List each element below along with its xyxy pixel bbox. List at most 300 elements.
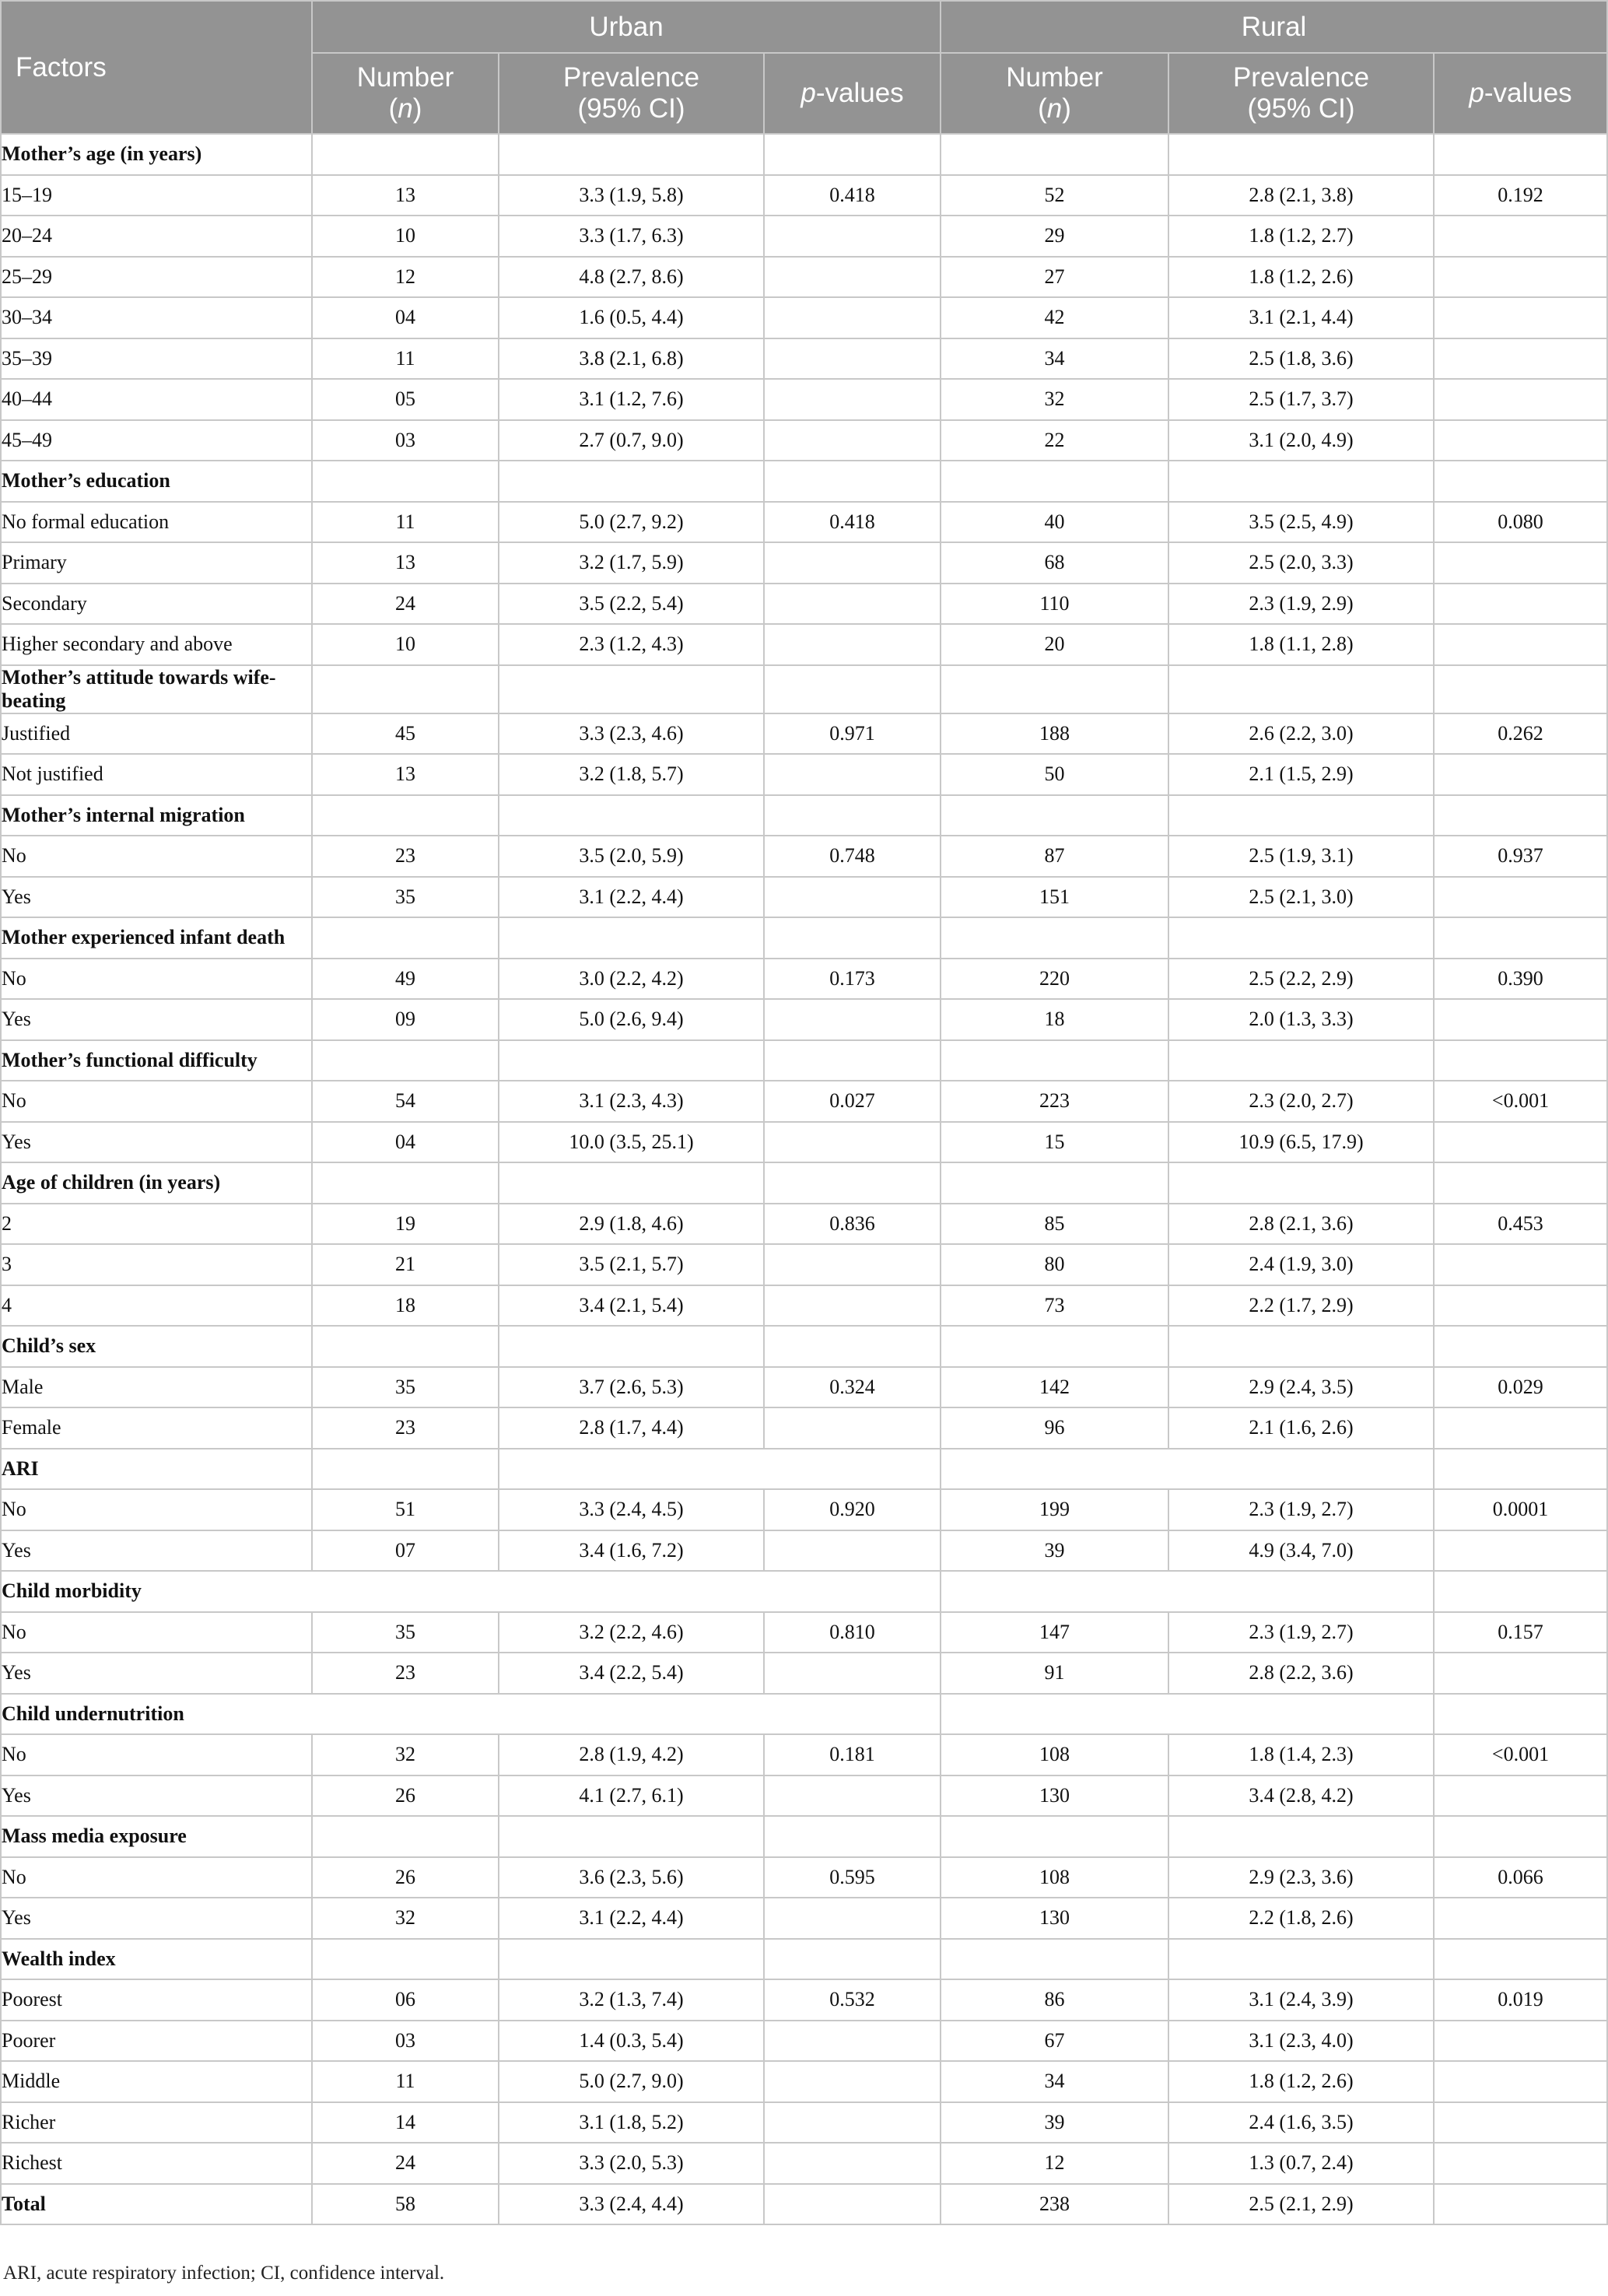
rural-number: 80 [941, 1244, 1168, 1285]
number-label: Number [356, 62, 454, 93]
empty-cell [941, 1326, 1168, 1367]
rural-prevalence: 3.1 (2.4, 3.9) [1168, 1979, 1434, 2021]
table-row [1, 1653, 1607, 1694]
urban-prevalence: 3.3 (2.0, 5.3) [499, 2143, 764, 2184]
empty-cell [941, 1449, 1434, 1490]
urban-p-value [764, 2184, 941, 2225]
empty-cell [764, 917, 941, 959]
rural-prevalence: 3.5 (2.5, 4.9) [1168, 502, 1434, 543]
empty-cell [941, 134, 1168, 175]
empty-cell [1168, 1040, 1434, 1081]
section-header-row [1, 1939, 1607, 1980]
empty-cell [764, 1816, 941, 1857]
rural-number: 96 [941, 1407, 1168, 1449]
factor-label: Not justified [1, 754, 312, 795]
rural-number: 12 [941, 2143, 1168, 2184]
urban-p-value [764, 297, 941, 338]
urban-prevalence: 3.5 (2.2, 5.4) [499, 584, 764, 625]
rural-prevalence: 2.8 (2.2, 3.6) [1168, 1653, 1434, 1694]
rural-number: 151 [941, 877, 1168, 918]
table-row [1, 1979, 1607, 2021]
empty-cell [941, 1162, 1168, 1204]
table-row [1, 584, 1607, 625]
factor-label: Poorer [1, 2021, 312, 2062]
rural-prevalence: 2.3 (2.0, 2.7) [1168, 1081, 1434, 1122]
empty-cell [941, 461, 1168, 502]
urban-number: 11 [312, 502, 499, 543]
urban-prevalence: 2.8 (1.7, 4.4) [499, 1407, 764, 1449]
factor-label: Middle [1, 2061, 312, 2102]
urban-prevalence: 3.7 (2.6, 5.3) [499, 1367, 764, 1408]
table-row [1, 1775, 1607, 1817]
factor-label: Primary [1, 542, 312, 584]
table-body [1, 134, 1607, 2224]
urban-prevalence: 3.3 (1.7, 6.3) [499, 216, 764, 257]
rural-prevalence: 4.9 (3.4, 7.0) [1168, 1530, 1434, 1572]
urban-prevalence: 3.1 (2.2, 4.4) [499, 1898, 764, 1939]
factor-label: 40–44 [1, 379, 312, 420]
urban-prevalence: 3.0 (2.2, 4.2) [499, 959, 764, 1000]
empty-cell [312, 665, 499, 713]
urban-number: 13 [312, 542, 499, 584]
urban-p-value: 0.748 [764, 836, 941, 877]
urban-prevalence: 5.0 (2.7, 9.0) [499, 2061, 764, 2102]
factor-label: Yes [1, 1775, 312, 1817]
urban-header: Urban [312, 1, 941, 53]
urban-p-value [764, 2102, 941, 2144]
urban-number: 07 [312, 1530, 499, 1572]
urban-prevalence: 3.2 (1.7, 5.9) [499, 542, 764, 584]
rural-prevalence: 2.5 (1.9, 3.1) [1168, 836, 1434, 877]
empty-cell [1434, 461, 1607, 502]
rural-prevalence: 2.9 (2.3, 3.6) [1168, 1857, 1434, 1898]
empty-cell [1168, 917, 1434, 959]
urban-number: 19 [312, 1204, 499, 1245]
table-row [1, 1122, 1607, 1163]
urban-number: 11 [312, 2061, 499, 2102]
empty-cell [499, 134, 764, 175]
rural-prevalence: 2.4 (1.9, 3.0) [1168, 1244, 1434, 1285]
rural-pvalue-header [1434, 53, 1607, 134]
ci-label: (95% CI) [1247, 93, 1355, 124]
rural-prevalence-header [1168, 53, 1434, 134]
urban-prevalence: 3.6 (2.3, 5.6) [499, 1857, 764, 1898]
factor-label: Yes [1, 999, 312, 1040]
table-row [1, 754, 1607, 795]
urban-number: 24 [312, 584, 499, 625]
rural-number: 73 [941, 1285, 1168, 1327]
rural-p-value: <0.001 [1434, 1081, 1607, 1122]
rural-number: 87 [941, 836, 1168, 877]
table-header [1, 1, 1607, 134]
urban-number: 51 [312, 1489, 499, 1530]
empty-cell [1434, 1040, 1607, 1081]
urban-prevalence: 3.3 (1.9, 5.8) [499, 175, 764, 216]
rural-p-value [1434, 216, 1607, 257]
rural-number: 20 [941, 624, 1168, 665]
factor-label: 45–49 [1, 420, 312, 461]
empty-cell [312, 1162, 499, 1204]
rural-number: 188 [941, 713, 1168, 755]
empty-cell [941, 665, 1168, 713]
factor-label: 25–29 [1, 257, 312, 298]
urban-number-header: Number (n) [312, 53, 499, 134]
rural-prevalence: 2.5 (2.0, 3.3) [1168, 542, 1434, 584]
urban-prevalence: 5.0 (2.6, 9.4) [499, 999, 764, 1040]
urban-prevalence: 4.1 (2.7, 6.1) [499, 1775, 764, 1817]
urban-p-value [764, 1244, 941, 1285]
section-title: Mother’s education [1, 461, 312, 502]
empty-cell [1168, 1162, 1434, 1204]
urban-prevalence: 3.1 (1.8, 5.2) [499, 2102, 764, 2144]
table-row [1, 1204, 1607, 1245]
rural-number: 68 [941, 542, 1168, 584]
table-row [1, 836, 1607, 877]
factors-header: Factors [1, 1, 312, 134]
urban-p-value: 0.810 [764, 1612, 941, 1653]
empty-cell [1434, 1694, 1607, 1735]
empty-cell [1434, 665, 1607, 713]
urban-p-value: 0.595 [764, 1857, 941, 1898]
table-row [1, 338, 1607, 380]
p-symbol: p [1469, 78, 1484, 108]
factor-label: Justified [1, 713, 312, 755]
factor-label: No [1, 1081, 312, 1122]
empty-cell [1168, 1326, 1434, 1367]
section-header-row [1, 1449, 1607, 1490]
rural-prevalence: 2.3 (1.9, 2.7) [1168, 1612, 1434, 1653]
urban-number: 58 [312, 2184, 499, 2225]
empty-cell [941, 1040, 1168, 1081]
urban-number: 05 [312, 379, 499, 420]
rural-p-value [1434, 1407, 1607, 1449]
empty-cell [312, 1040, 499, 1081]
urban-p-value: 0.836 [764, 1204, 941, 1245]
urban-p-value: 0.418 [764, 502, 941, 543]
section-title: Age of children (in years) [1, 1162, 312, 1204]
empty-cell [764, 1040, 941, 1081]
factor-label: Female [1, 1407, 312, 1449]
prevalence-label: Prevalence [1232, 62, 1370, 93]
rural-number: 130 [941, 1775, 1168, 1817]
urban-number: 35 [312, 1367, 499, 1408]
rural-prevalence: 2.6 (2.2, 3.0) [1168, 713, 1434, 755]
section-title: Wealth index [1, 1939, 312, 1980]
urban-prevalence: 3.4 (1.6, 7.2) [499, 1530, 764, 1572]
rural-prevalence: 2.1 (1.6, 2.6) [1168, 1407, 1434, 1449]
urban-number: 10 [312, 216, 499, 257]
empty-cell [499, 1449, 941, 1490]
rural-prevalence: 2.2 (1.7, 2.9) [1168, 1285, 1434, 1327]
table-row [1, 1530, 1607, 1572]
empty-cell [1168, 461, 1434, 502]
rural-number: 130 [941, 1898, 1168, 1939]
rural-prevalence: 2.3 (1.9, 2.7) [1168, 1489, 1434, 1530]
table-row [1, 2021, 1607, 2062]
rural-p-value: 0.019 [1434, 1979, 1607, 2021]
urban-prevalence: 3.5 (2.0, 5.9) [499, 836, 764, 877]
prevalence-label: Prevalence [562, 62, 700, 93]
n-symbol: n [1046, 93, 1063, 124]
rural-p-value: 0.029 [1434, 1367, 1607, 1408]
rural-prevalence: 2.1 (1.5, 2.9) [1168, 754, 1434, 795]
rural-p-value [1434, 379, 1607, 420]
empty-cell [312, 1326, 499, 1367]
rural-prevalence: 3.1 (2.3, 4.0) [1168, 2021, 1434, 2062]
urban-pvalue-header [764, 53, 941, 134]
empty-cell [764, 461, 941, 502]
rural-p-value: 0.157 [1434, 1612, 1607, 1653]
section-title: Mother’s age (in years) [1, 134, 312, 175]
empty-cell [499, 1326, 764, 1367]
empty-cell [1168, 1816, 1434, 1857]
rural-number: 15 [941, 1122, 1168, 1163]
empty-cell [1434, 1326, 1607, 1367]
factor-label: No [1, 1489, 312, 1530]
empty-cell [1168, 134, 1434, 175]
urban-prevalence: 3.3 (2.3, 4.6) [499, 713, 764, 755]
rural-prevalence: 2.0 (1.3, 3.3) [1168, 999, 1434, 1040]
urban-prevalence: 3.1 (2.3, 4.3) [499, 1081, 764, 1122]
urban-prevalence: 3.1 (1.2, 7.6) [499, 379, 764, 420]
rural-number-header: Number (n) [941, 53, 1168, 134]
table-row [1, 216, 1607, 257]
urban-p-value [764, 584, 941, 625]
empty-cell [312, 461, 499, 502]
urban-p-value [764, 999, 941, 1040]
rural-p-value [1434, 2143, 1607, 2184]
urban-number: 23 [312, 1407, 499, 1449]
urban-p-value: 0.532 [764, 1979, 941, 2021]
factor-label: Male [1, 1367, 312, 1408]
urban-number: 26 [312, 1857, 499, 1898]
factor-label: 2 [1, 1204, 312, 1245]
urban-prevalence: 3.1 (2.2, 4.4) [499, 877, 764, 918]
empty-cell [764, 665, 941, 713]
section-header-row [1, 134, 1607, 175]
rural-prevalence: 3.1 (2.0, 4.9) [1168, 420, 1434, 461]
urban-prevalence-header [499, 53, 764, 134]
table-row [1, 1081, 1607, 1122]
urban-number: 24 [312, 2143, 499, 2184]
rural-number: 223 [941, 1081, 1168, 1122]
table-row [1, 1898, 1607, 1939]
urban-prevalence: 3.4 (2.2, 5.4) [499, 1653, 764, 1694]
empty-cell [312, 917, 499, 959]
urban-prevalence: 3.5 (2.1, 5.7) [499, 1244, 764, 1285]
rural-number: 50 [941, 754, 1168, 795]
factor-label: No [1, 959, 312, 1000]
rural-prevalence: 3.1 (2.1, 4.4) [1168, 297, 1434, 338]
section-header-row [1, 1162, 1607, 1204]
rural-prevalence: 3.4 (2.8, 4.2) [1168, 1775, 1434, 1817]
section-header-row [1, 461, 1607, 502]
rural-number: 85 [941, 1204, 1168, 1245]
urban-number: 21 [312, 1244, 499, 1285]
urban-prevalence: 3.2 (1.3, 7.4) [499, 1979, 764, 2021]
table-row [1, 297, 1607, 338]
table-row [1, 502, 1607, 543]
urban-prevalence: 3.2 (1.8, 5.7) [499, 754, 764, 795]
empty-cell [764, 1326, 941, 1367]
rural-number: 34 [941, 2061, 1168, 2102]
empty-cell [941, 1939, 1168, 1980]
rural-p-value: 0.066 [1434, 1857, 1607, 1898]
rural-number: 86 [941, 1979, 1168, 2021]
factor-label: Yes [1, 1898, 312, 1939]
table-row [1, 877, 1607, 918]
rural-number: 39 [941, 1530, 1168, 1572]
rural-prevalence: 2.4 (1.6, 3.5) [1168, 2102, 1434, 2144]
rural-prevalence: 1.8 (1.2, 2.6) [1168, 257, 1434, 298]
empty-cell [941, 795, 1168, 836]
empty-cell [499, 1040, 764, 1081]
urban-p-value [764, 1530, 941, 1572]
empty-cell [1434, 795, 1607, 836]
section-header-row [1, 1816, 1607, 1857]
rural-prevalence: 2.2 (1.8, 2.6) [1168, 1898, 1434, 1939]
rural-prevalence: 1.8 (1.2, 2.7) [1168, 216, 1434, 257]
rural-number: 91 [941, 1653, 1168, 1694]
total-row [1, 2184, 1607, 2225]
empty-cell [1434, 134, 1607, 175]
empty-cell [499, 1816, 764, 1857]
empty-cell [764, 795, 941, 836]
rural-prevalence: 1.3 (0.7, 2.4) [1168, 2143, 1434, 2184]
urban-p-value [764, 877, 941, 918]
urban-number: 54 [312, 1081, 499, 1122]
empty-cell [764, 1939, 941, 1980]
urban-number: 10 [312, 624, 499, 665]
rural-p-value: 0.390 [1434, 959, 1607, 1000]
empty-cell [941, 917, 1168, 959]
urban-number: 18 [312, 1285, 499, 1327]
empty-cell [1434, 1162, 1607, 1204]
section-title: Mother’s functional difficulty [1, 1040, 312, 1081]
rural-p-value: 0.453 [1434, 1204, 1607, 1245]
rural-prevalence: 2.5 (2.2, 2.9) [1168, 959, 1434, 1000]
urban-p-value [764, 754, 941, 795]
rural-number: 18 [941, 999, 1168, 1040]
factor-label: Yes [1, 1530, 312, 1572]
factor-label: No [1, 1612, 312, 1653]
section-title: Mother’s attitude towards wife-beating [1, 665, 312, 713]
urban-p-value [764, 1407, 941, 1449]
rural-p-value [1434, 1653, 1607, 1694]
factor-label: Yes [1, 877, 312, 918]
factor-label: Yes [1, 1122, 312, 1163]
empty-cell [1434, 1449, 1607, 1490]
factor-label: 4 [1, 1285, 312, 1327]
p-suffix: -values [815, 78, 904, 108]
table-row [1, 257, 1607, 298]
urban-p-value [764, 379, 941, 420]
rural-number: 32 [941, 379, 1168, 420]
table-row [1, 1857, 1607, 1898]
empty-cell [1434, 1816, 1607, 1857]
rural-prevalence: 2.5 (1.7, 3.7) [1168, 379, 1434, 420]
table-row [1, 1734, 1607, 1775]
rural-prevalence: 1.8 (1.1, 2.8) [1168, 624, 1434, 665]
urban-p-value [764, 2061, 941, 2102]
empty-cell [312, 1449, 499, 1490]
rural-number: 142 [941, 1367, 1168, 1408]
urban-number: 12 [312, 257, 499, 298]
urban-number: 03 [312, 420, 499, 461]
urban-p-value [764, 1122, 941, 1163]
table-row [1, 420, 1607, 461]
rural-number: 42 [941, 297, 1168, 338]
urban-p-value [764, 338, 941, 380]
urban-p-value: 0.181 [764, 1734, 941, 1775]
urban-number: 23 [312, 836, 499, 877]
rural-number: 39 [941, 2102, 1168, 2144]
rural-number: 110 [941, 584, 1168, 625]
rural-p-value [1434, 754, 1607, 795]
rural-number: 29 [941, 216, 1168, 257]
urban-p-value [764, 542, 941, 584]
empty-cell [1168, 1939, 1434, 1980]
factor-label: Higher secondary and above [1, 624, 312, 665]
rural-p-value: 0.262 [1434, 713, 1607, 755]
factor-label: Poorest [1, 1979, 312, 2021]
rural-p-value [1434, 624, 1607, 665]
urban-prevalence: 1.4 (0.3, 5.4) [499, 2021, 764, 2062]
section-title: Child undernutrition [1, 1694, 941, 1735]
table-row [1, 1244, 1607, 1285]
n-symbol: n [398, 93, 413, 124]
rural-p-value [1434, 1122, 1607, 1163]
table-row [1, 2143, 1607, 2184]
rural-number: 27 [941, 257, 1168, 298]
section-header-row [1, 1040, 1607, 1081]
urban-p-value [764, 420, 941, 461]
rural-p-value [1434, 1775, 1607, 1817]
rural-number: 67 [941, 2021, 1168, 2062]
rural-p-value [1434, 2061, 1607, 2102]
factor-label: Yes [1, 1653, 312, 1694]
urban-p-value [764, 1285, 941, 1327]
urban-number: 35 [312, 1612, 499, 1653]
empty-cell [499, 1162, 764, 1204]
empty-cell [312, 1816, 499, 1857]
rural-p-value [1434, 2021, 1607, 2062]
rural-p-value [1434, 584, 1607, 625]
number-label: Number [1006, 62, 1103, 93]
empty-cell [764, 1162, 941, 1204]
urban-number: 26 [312, 1775, 499, 1817]
table-row [1, 542, 1607, 584]
factor-label: Total [1, 2184, 312, 2225]
p-symbol: p [800, 78, 816, 108]
urban-number: 03 [312, 2021, 499, 2062]
empty-cell [941, 1694, 1434, 1735]
section-title: Child morbidity [1, 1571, 941, 1612]
table-row [1, 624, 1607, 665]
empty-cell [499, 461, 764, 502]
urban-number: 13 [312, 754, 499, 795]
rural-p-value [1434, 1285, 1607, 1327]
rural-number: 108 [941, 1857, 1168, 1898]
urban-number: 35 [312, 877, 499, 918]
urban-number: 49 [312, 959, 499, 1000]
table-row [1, 1612, 1607, 1653]
empty-cell [499, 665, 764, 713]
rural-prevalence: 1.8 (1.2, 2.6) [1168, 2061, 1434, 2102]
section-header-row [1, 917, 1607, 959]
factor-label: 15–19 [1, 175, 312, 216]
factor-label: Richest [1, 2143, 312, 2184]
